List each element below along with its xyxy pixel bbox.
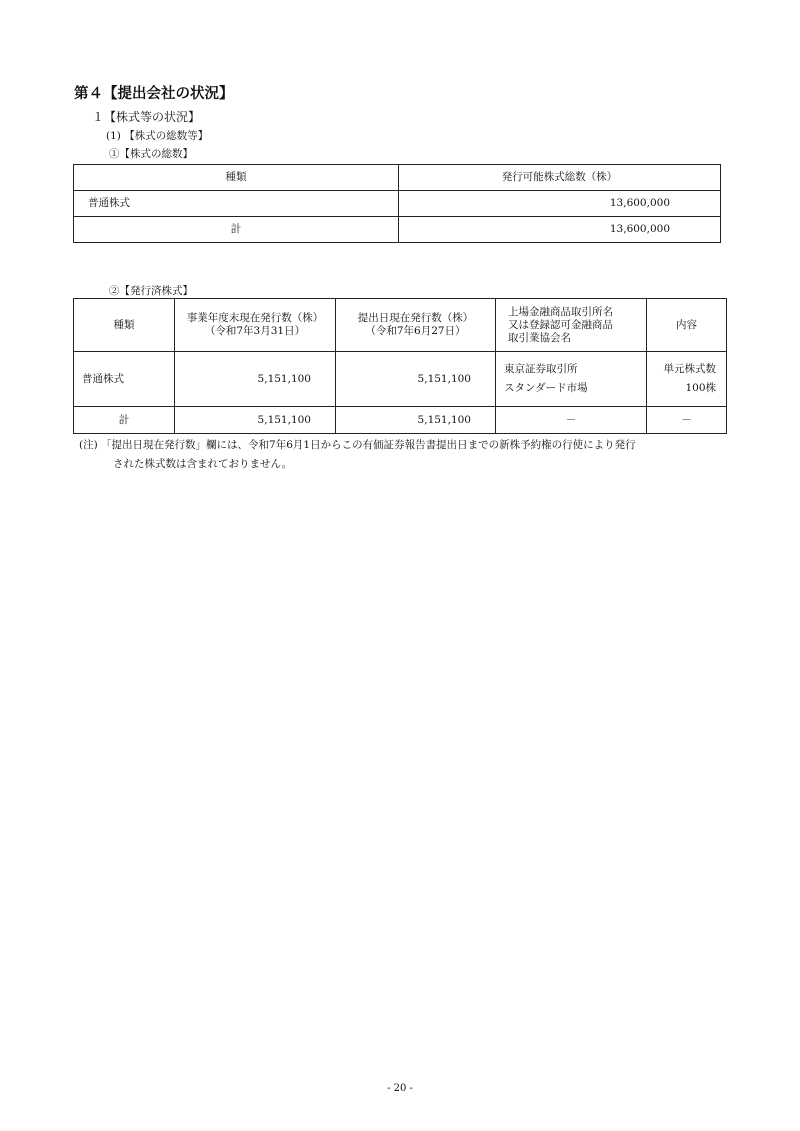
cell-content-line2: 100株	[685, 382, 716, 394]
cell-filing: 5,151,100	[336, 352, 496, 407]
header-filing	[336, 299, 496, 352]
footnote-line2: された株式数は含まれておりません。	[113, 458, 293, 470]
header-fy-end	[175, 299, 336, 352]
table-header-row	[74, 165, 721, 191]
cell-fy-end: 5,151,100	[175, 352, 336, 407]
header-exchange	[496, 299, 647, 352]
table-row	[74, 352, 727, 407]
table-header-row	[74, 299, 727, 352]
table2-title: ②【発行済株式】	[109, 285, 193, 297]
section-title: １【株式等の状況】	[92, 110, 201, 124]
cell-total-fy-end: 5,151,100	[175, 407, 336, 434]
header-filing-label: 提出日現在発行数（株）	[357, 312, 474, 324]
header-fy-end-date: （令和7年3月31日）	[204, 325, 306, 337]
header-exchange-line3: 取引業協会名	[508, 331, 571, 344]
cell-total-label: 計	[74, 407, 175, 434]
cell-total-exchange: －	[496, 407, 647, 434]
cell-authorized: 13,600,000	[399, 191, 721, 217]
table-row	[74, 191, 721, 217]
cell-content	[647, 352, 727, 407]
cell-total-content: －	[647, 407, 727, 434]
header-fy-end-label: 事業年度末現在発行数（株）	[186, 312, 324, 324]
cell-type: 普通株式	[74, 352, 175, 407]
cell-total-value: 13,600,000	[399, 217, 721, 243]
cell-content-line1: 単元株式数	[663, 363, 716, 375]
page-number: - 20 -	[387, 1083, 413, 1094]
header-exchange-line1: 上場金融商品取引所名	[508, 305, 613, 318]
header-content: 内容	[647, 299, 727, 352]
table1-title: ①【株式の総数】	[109, 148, 193, 160]
header-exchange-line2: 又は登録認可金融商品	[508, 318, 613, 331]
table-row	[74, 217, 721, 243]
header-type: 種類	[74, 165, 399, 191]
cell-type: 普通株式	[74, 191, 399, 217]
cell-exchange	[496, 352, 647, 407]
cell-total-label: 計	[74, 217, 399, 243]
cell-total-filing: 5,151,100	[336, 407, 496, 434]
subsection-title: (1) 【株式の総数等】	[106, 130, 209, 142]
cell-exchange-line2: スタンダード市場	[504, 382, 588, 394]
header-type: 種類	[74, 299, 175, 352]
header-authorized: 発行可能株式総数（株）	[399, 165, 721, 191]
footnote-line1: (注) 「提出日現在発行数」欄には、令和7年6月1日からこの有価証券報告書提出日までの新株予約権の行使により発行	[79, 439, 636, 451]
page-heading: 第４【提出会社の状況】	[74, 86, 234, 102]
issued-shares-table	[73, 298, 727, 434]
cell-exchange-line1: 東京証券取引所	[504, 363, 578, 375]
authorized-shares-table	[73, 164, 721, 243]
table-row	[74, 407, 727, 434]
header-filing-date: （令和7年6月27日）	[365, 325, 466, 337]
